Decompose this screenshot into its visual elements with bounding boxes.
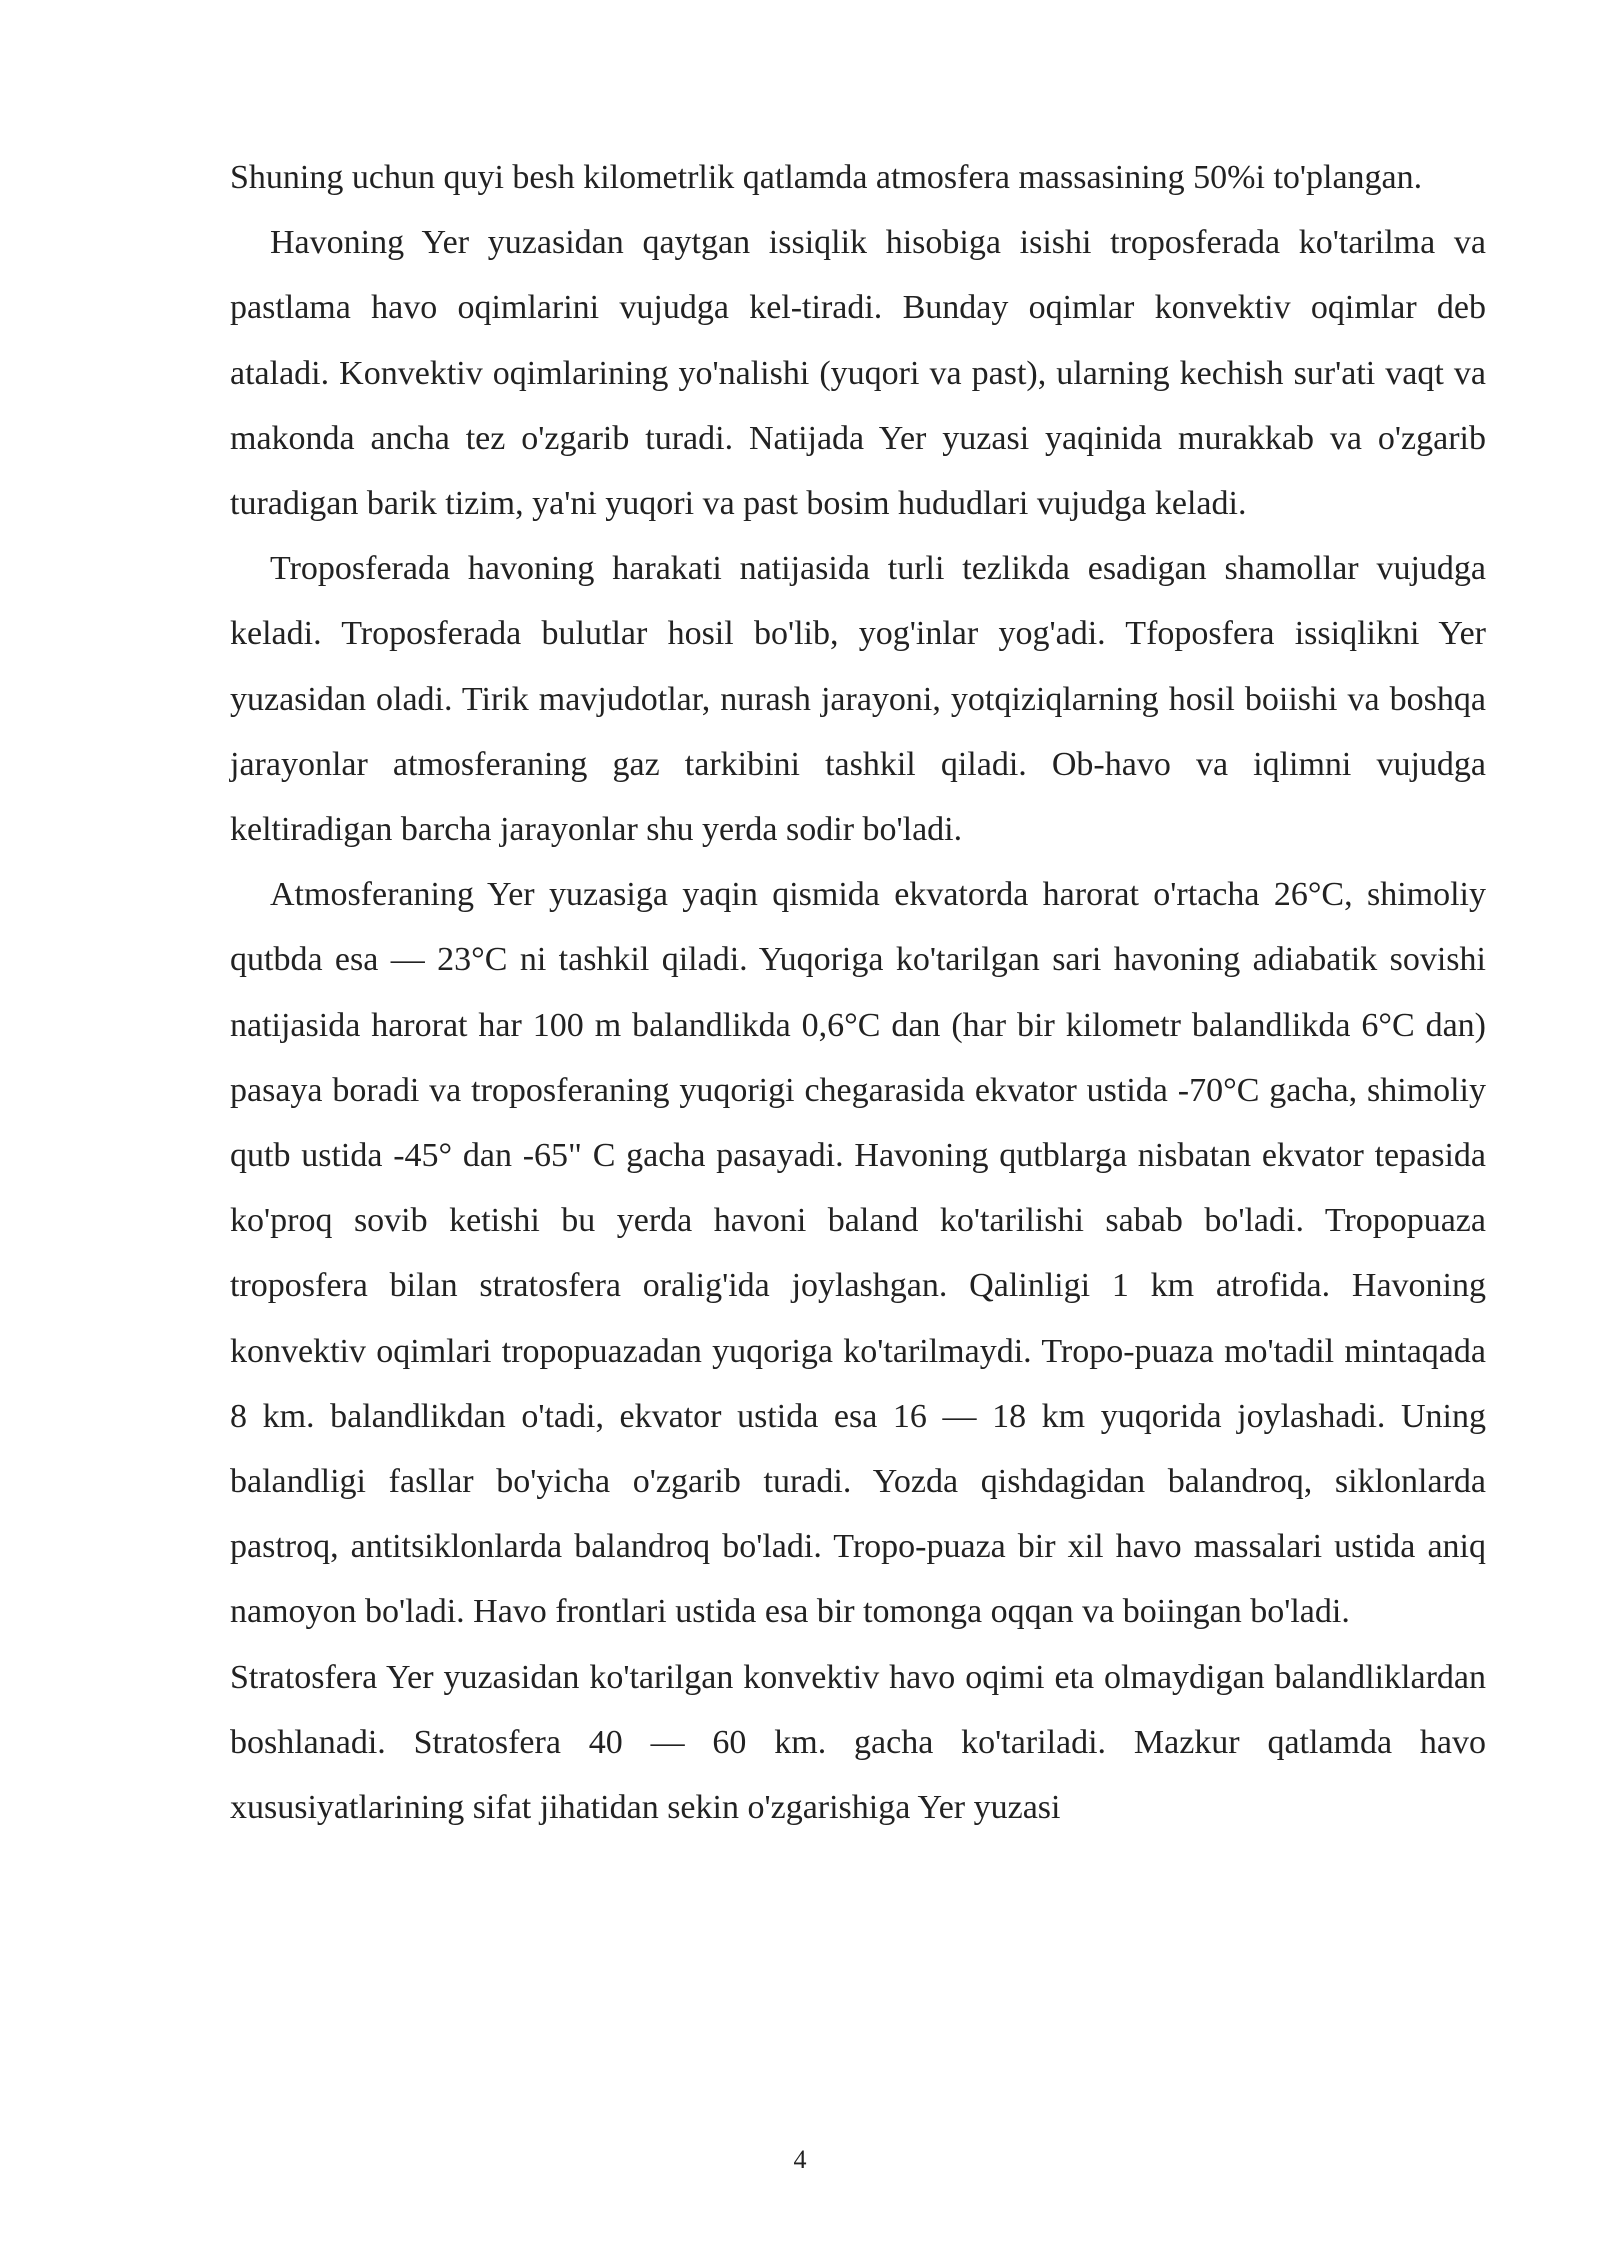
body-text xyxy=(230,145,1486,1840)
paragraph-2: Havoning Yer yuzasidan qaytgan issiqlik hisobiga isishi troposferada ko'tarilma va pastlama havo oqimlarini vujudga kel-tiradi. Bunday oqimlar konvektiv oqimlar deb ataladi. Konvektiv oqimlarining yo'nalishi (yuqori va past), ularning kechish sur'ati vaqt va makonda ancha tez o'zgarib turadi. Natijada Yer yuzasi yaqinida murakkab va o'zgarib turadigan barik tizim, ya'ni yuqori va past bosim hududlari vujudga keladi. xyxy=(230,224,1486,523)
paragraph-5: Stratosfera Yer yuzasidan ko'tarilgan konvektiv havo oqimi eta olmaydigan balandliklardan boshlanadi. Stratosfera 40 — 60 km. gacha ko'tariladi. Mazkur qatlamda havo xususiyatlarining sifat jihatidan sekin o'zgarishiga Yer yuzasi xyxy=(230,1658,1486,1827)
page-number: 4 xyxy=(793,2145,807,2174)
paragraph-3: Troposferada havoning harakati natijasida turli tezlikda esadigan shamollar vujudga keladi. Troposferada bulutlar hosil bo'lib, yog'inlar yog'adi. Tfoposfera issiqlikni Yer yuzasidan oladi. Tirik mavjudotlar, nurash jarayoni, yotqiziqlarning hosil boiishi va boshqa jarayonlar atmosferaning gaz tarkibini tashkil qiladi. Ob-havo va iqlimni vujudga keltiradigan barcha jarayonlar shu yerda sodir bo'ladi. xyxy=(230,550,1486,849)
paragraph-1: Shuning uchun quyi besh kilometrlik qatlamda atmosfera massasining 50%i to'plangan. xyxy=(230,159,1423,196)
paragraph-4: Atmosferaning Yer yuzasiga yaqin qismida ekvatorda harorat o'rtacha 26°C, shimoliy qutbda esa — 23°C ni tashkil qiladi. Yuqoriga ko'tarilgan sari havoning adiabatik sovishi natijasida harorat har 100 m balandlikda 0,6°C dan (har bir kilometr balandlikda 6°C dan) pasaya boradi va troposferaning yuqorigi chegarasida ekvator ustida -70°C gacha, shimoliy qutb ustida -45° dan -65" C gacha pasayadi. Havoning qutblarga nisbatan ekvator tepasida ko'proq sovib ketishi bu yerda havoni baland ko'tarilishi sabab bo'ladi. Tropopuaza troposfera bilan stratosfera oralig'ida joylashgan. Qalinligi 1 km atrofida. Havoning konvektiv oqimlari tropopuazadan yuqoriga ko'tarilmaydi. Tropo-puaza mo'tadil mintaqada 8 km. balandlikdan o'tadi, ekvator ustida esa 16 — 18 km yuqorida joylashadi. Uning balandligi fasllar bo'yicha o'zgarib turadi. Yozda qishdagidan balandroq, siklonlarda pastroq, antitsiklonlarda balandroq bo'ladi. Tropo-puaza bir xil havo massalari ustida aniq namoyon bo'ladi. Havo frontlari ustida esa bir tomonga oqqan va boiingan bo'ladi. xyxy=(230,876,1486,1631)
